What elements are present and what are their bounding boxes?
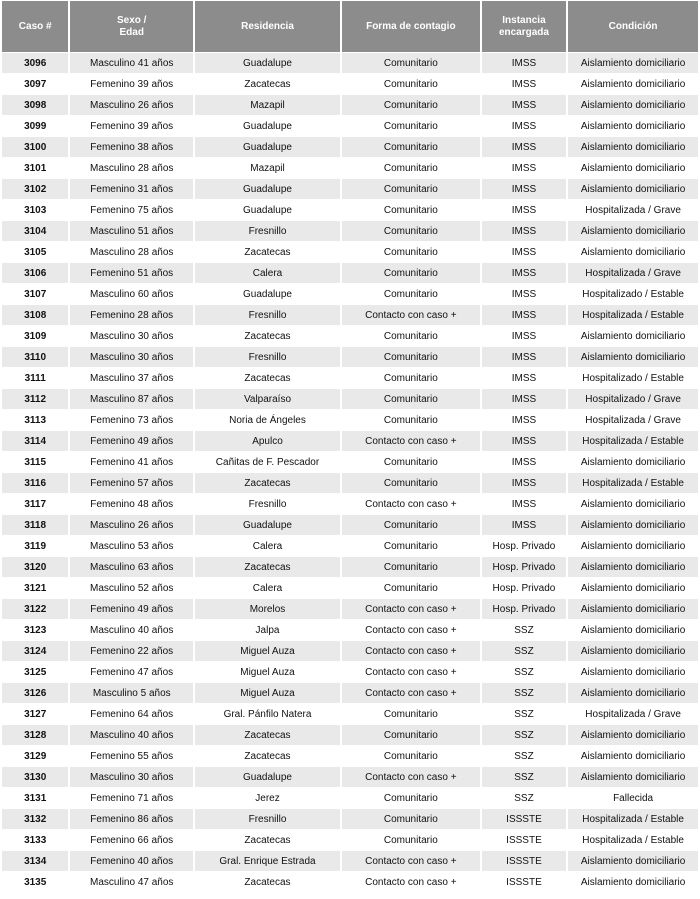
cell-case: 3111 (2, 368, 68, 388)
cell-sex-age: Masculino 26 años (70, 95, 193, 115)
table-row (2, 641, 698, 661)
cell-condition: Aislamiento domiciliario (568, 137, 698, 157)
cell-condition: Aislamiento domiciliario (568, 515, 698, 535)
cell-sex-age: Femenino 31 años (70, 179, 193, 199)
cell-instance: IMSS (482, 431, 566, 451)
cell-instance: SSZ (482, 683, 566, 703)
cell-contagion: Contacto con caso + (342, 872, 480, 892)
cell-instance: IMSS (482, 515, 566, 535)
cell-case: 3129 (2, 746, 68, 766)
cell-sex-age: Femenino 66 años (70, 830, 193, 850)
header-instance (482, 1, 566, 52)
cell-sex-age: Femenino 86 años (70, 809, 193, 829)
header-row (2, 1, 698, 52)
cell-case: 3097 (2, 74, 68, 94)
cell-case: 3107 (2, 284, 68, 304)
header-sex-age-line1: Sexo / (116, 14, 147, 26)
cell-contagion: Contacto con caso + (342, 620, 480, 640)
cell-case: 3123 (2, 620, 68, 640)
cell-condition: Hospitalizada / Estable (568, 809, 698, 829)
cell-contagion: Comunitario (342, 515, 480, 535)
cell-residence: Zacatecas (195, 725, 340, 745)
cell-contagion: Comunitario (342, 473, 480, 493)
cell-sex-age: Femenino 39 años (70, 74, 193, 94)
cell-contagion: Comunitario (342, 536, 480, 556)
cell-sex-age: Masculino 30 años (70, 347, 193, 367)
cell-condition: Aislamiento domiciliario (568, 872, 698, 892)
cell-sex-age: Masculino 5 años (70, 683, 193, 703)
cell-case: 3118 (2, 515, 68, 535)
cell-contagion: Comunitario (342, 200, 480, 220)
cell-condition: Aislamiento domiciliario (568, 53, 698, 73)
header-contagion: Forma de contagio (342, 1, 480, 52)
cell-instance: IMSS (482, 263, 566, 283)
cell-contagion: Comunitario (342, 725, 480, 745)
table-row (2, 515, 698, 535)
header-sex-age-line2: Edad (119, 26, 144, 38)
cell-sex-age: Femenino 64 años (70, 704, 193, 724)
cell-contagion: Contacto con caso + (342, 662, 480, 682)
header-condition: Condición (568, 1, 698, 52)
cell-case: 3121 (2, 578, 68, 598)
cell-case: 3096 (2, 53, 68, 73)
cell-case: 3100 (2, 137, 68, 157)
cell-contagion: Comunitario (342, 704, 480, 724)
cell-sex-age: Femenino 38 años (70, 137, 193, 157)
cell-case: 3116 (2, 473, 68, 493)
cell-instance: Hosp. Privado (482, 599, 566, 619)
cell-condition: Hospitalizada / Grave (568, 410, 698, 430)
cell-case: 3125 (2, 662, 68, 682)
cell-condition: Hospitalizado / Grave (568, 389, 698, 409)
cell-contagion: Contacto con caso + (342, 431, 480, 451)
cell-condition: Hospitalizada / Estable (568, 431, 698, 451)
cell-instance: IMSS (482, 74, 566, 94)
cell-case: 3114 (2, 431, 68, 451)
cell-condition: Hospitalizado / Estable (568, 284, 698, 304)
table-row (2, 662, 698, 682)
cell-sex-age: Masculino 53 años (70, 536, 193, 556)
cell-contagion: Comunitario (342, 179, 480, 199)
cell-sex-age: Femenino 49 años (70, 599, 193, 619)
table-row (2, 767, 698, 787)
cell-contagion: Comunitario (342, 746, 480, 766)
cell-residence: Apulco (195, 431, 340, 451)
cell-sex-age: Femenino 40 años (70, 851, 193, 871)
table-row (2, 431, 698, 451)
cell-sex-age: Masculino 52 años (70, 578, 193, 598)
cell-instance: IMSS (482, 221, 566, 241)
cell-sex-age: Femenino 47 años (70, 662, 193, 682)
table-row (2, 473, 698, 493)
cell-instance: IMSS (482, 389, 566, 409)
table-row (2, 74, 698, 94)
cell-residence: Guadalupe (195, 116, 340, 136)
cell-instance: Hosp. Privado (482, 557, 566, 577)
table-row (2, 200, 698, 220)
table-row (2, 53, 698, 73)
cell-case: 3113 (2, 410, 68, 430)
cell-sex-age: Femenino 71 años (70, 788, 193, 808)
cell-condition: Aislamiento domiciliario (568, 179, 698, 199)
cell-case: 3102 (2, 179, 68, 199)
cell-residence: Jerez (195, 788, 340, 808)
cell-instance: IMSS (482, 116, 566, 136)
table-row (2, 599, 698, 619)
cell-case: 3122 (2, 599, 68, 619)
cell-contagion: Comunitario (342, 788, 480, 808)
cell-instance: SSZ (482, 725, 566, 745)
cell-contagion: Contacto con caso + (342, 641, 480, 661)
cell-contagion: Comunitario (342, 326, 480, 346)
cell-sex-age: Masculino 26 años (70, 515, 193, 535)
table-row (2, 578, 698, 598)
cell-condition: Aislamiento domiciliario (568, 494, 698, 514)
cell-case: 3104 (2, 221, 68, 241)
cell-residence: Guadalupe (195, 515, 340, 535)
cell-instance: ISSSTE (482, 809, 566, 829)
cell-residence: Zacatecas (195, 872, 340, 892)
cell-case: 3128 (2, 725, 68, 745)
cell-sex-age: Masculino 30 años (70, 326, 193, 346)
cell-case: 3130 (2, 767, 68, 787)
cell-instance: IMSS (482, 284, 566, 304)
cell-instance: SSZ (482, 620, 566, 640)
cell-sex-age: Femenino 28 años (70, 305, 193, 325)
cell-residence: Morelos (195, 599, 340, 619)
cell-contagion: Comunitario (342, 158, 480, 178)
cell-instance: Hosp. Privado (482, 536, 566, 556)
cell-sex-age: Masculino 41 años (70, 53, 193, 73)
cell-residence: Guadalupe (195, 137, 340, 157)
cell-sex-age: Femenino 51 años (70, 263, 193, 283)
cell-residence: Calera (195, 263, 340, 283)
cell-residence: Zacatecas (195, 368, 340, 388)
cell-condition: Aislamiento domiciliario (568, 557, 698, 577)
cell-condition: Aislamiento domiciliario (568, 599, 698, 619)
cell-contagion: Comunitario (342, 74, 480, 94)
cell-case: 3119 (2, 536, 68, 556)
header-sex-age (70, 1, 193, 52)
cell-contagion: Comunitario (342, 95, 480, 115)
cell-condition: Aislamiento domiciliario (568, 725, 698, 745)
cell-residence: Guadalupe (195, 53, 340, 73)
cell-instance: IMSS (482, 158, 566, 178)
cell-case: 3109 (2, 326, 68, 346)
cell-condition: Fallecida (568, 788, 698, 808)
table-row (2, 410, 698, 430)
table-row (2, 494, 698, 514)
table-row (2, 725, 698, 745)
cell-instance: IMSS (482, 473, 566, 493)
cell-case: 3106 (2, 263, 68, 283)
cell-instance: SSZ (482, 704, 566, 724)
cell-case: 3117 (2, 494, 68, 514)
cell-residence: Guadalupe (195, 767, 340, 787)
cell-residence: Miguel Auza (195, 641, 340, 661)
cell-sex-age: Masculino 51 años (70, 221, 193, 241)
cell-contagion: Comunitario (342, 452, 480, 472)
cell-sex-age: Masculino 40 años (70, 725, 193, 745)
table-row (2, 557, 698, 577)
cell-case: 3120 (2, 557, 68, 577)
cell-residence: Fresnillo (195, 305, 340, 325)
table-row (2, 95, 698, 115)
cell-instance: IMSS (482, 95, 566, 115)
table-row (2, 851, 698, 871)
cell-condition: Aislamiento domiciliario (568, 851, 698, 871)
cell-case: 3101 (2, 158, 68, 178)
header-case: Caso # (2, 1, 68, 52)
cell-contagion: Comunitario (342, 116, 480, 136)
cell-instance: IMSS (482, 347, 566, 367)
cell-residence: Zacatecas (195, 473, 340, 493)
table-row (2, 221, 698, 241)
cell-contagion: Comunitario (342, 347, 480, 367)
cell-residence: Calera (195, 578, 340, 598)
cell-residence: Zacatecas (195, 830, 340, 850)
cell-sex-age: Masculino 63 años (70, 557, 193, 577)
cell-condition: Aislamiento domiciliario (568, 536, 698, 556)
cell-case: 3126 (2, 683, 68, 703)
cell-contagion: Comunitario (342, 410, 480, 430)
cell-case: 3098 (2, 95, 68, 115)
cell-sex-age: Masculino 60 años (70, 284, 193, 304)
table-row (2, 704, 698, 724)
cell-condition: Hospitalizada / Grave (568, 263, 698, 283)
cell-residence: Guadalupe (195, 179, 340, 199)
cell-condition: Aislamiento domiciliario (568, 116, 698, 136)
cell-condition: Hospitalizada / Estable (568, 305, 698, 325)
cell-instance: IMSS (482, 53, 566, 73)
cell-sex-age: Masculino 30 años (70, 767, 193, 787)
table-row (2, 872, 698, 892)
cell-condition: Aislamiento domiciliario (568, 221, 698, 241)
cell-instance: IMSS (482, 200, 566, 220)
cell-case: 3103 (2, 200, 68, 220)
cell-residence: Mazapil (195, 158, 340, 178)
cell-case: 3132 (2, 809, 68, 829)
header-instance-line2: encargada (498, 26, 549, 38)
cell-instance: ISSSTE (482, 830, 566, 850)
table-body (2, 53, 698, 892)
cell-contagion: Contacto con caso + (342, 599, 480, 619)
cell-contagion: Comunitario (342, 242, 480, 262)
cell-condition: Aislamiento domiciliario (568, 641, 698, 661)
cell-residence: Zacatecas (195, 326, 340, 346)
cell-condition: Hospitalizada / Grave (568, 704, 698, 724)
table-row (2, 830, 698, 850)
cell-case: 3110 (2, 347, 68, 367)
table-row (2, 389, 698, 409)
cell-case: 3115 (2, 452, 68, 472)
cell-residence: Mazapil (195, 95, 340, 115)
table-row (2, 284, 698, 304)
cell-condition: Aislamiento domiciliario (568, 158, 698, 178)
cell-residence: Gral. Enrique Estrada (195, 851, 340, 871)
table-row (2, 179, 698, 199)
cell-instance: IMSS (482, 494, 566, 514)
cell-instance: IMSS (482, 452, 566, 472)
cell-sex-age: Femenino 75 años (70, 200, 193, 220)
cell-condition: Aislamiento domiciliario (568, 683, 698, 703)
cell-sex-age: Femenino 57 años (70, 473, 193, 493)
table-row (2, 452, 698, 472)
cell-residence: Jalpa (195, 620, 340, 640)
cell-contagion: Comunitario (342, 368, 480, 388)
cell-contagion: Comunitario (342, 557, 480, 577)
cell-instance: SSZ (482, 662, 566, 682)
cell-contagion: Contacto con caso + (342, 851, 480, 871)
cell-condition: Hospitalizado / Estable (568, 368, 698, 388)
cell-contagion: Comunitario (342, 284, 480, 304)
cell-contagion: Contacto con caso + (342, 683, 480, 703)
cell-contagion: Contacto con caso + (342, 494, 480, 514)
cell-condition: Hospitalizada / Estable (568, 830, 698, 850)
cell-instance: IMSS (482, 242, 566, 262)
cell-instance: Hosp. Privado (482, 578, 566, 598)
cell-case: 3127 (2, 704, 68, 724)
cell-condition: Aislamiento domiciliario (568, 95, 698, 115)
cell-instance: SSZ (482, 746, 566, 766)
cell-case: 3124 (2, 641, 68, 661)
table-row (2, 242, 698, 262)
cell-sex-age: Femenino 22 años (70, 641, 193, 661)
cell-residence: Zacatecas (195, 74, 340, 94)
cell-case: 3099 (2, 116, 68, 136)
cell-instance: IMSS (482, 368, 566, 388)
table-row (2, 788, 698, 808)
cell-residence: Fresnillo (195, 809, 340, 829)
cell-sex-age: Masculino 87 años (70, 389, 193, 409)
cell-residence: Zacatecas (195, 242, 340, 262)
cell-sex-age: Femenino 39 años (70, 116, 193, 136)
cell-case: 3105 (2, 242, 68, 262)
cell-condition: Aislamiento domiciliario (568, 74, 698, 94)
cell-contagion: Comunitario (342, 389, 480, 409)
cell-residence: Guadalupe (195, 200, 340, 220)
table-row (2, 116, 698, 136)
cell-condition: Hospitalizada / Grave (568, 200, 698, 220)
cell-residence: Miguel Auza (195, 662, 340, 682)
cell-condition: Aislamiento domiciliario (568, 662, 698, 682)
cell-residence: Fresnillo (195, 494, 340, 514)
cell-sex-age: Masculino 47 años (70, 872, 193, 892)
cell-condition: Hospitalizada / Estable (568, 473, 698, 493)
table-header (2, 1, 698, 52)
table-row (2, 137, 698, 157)
table-row (2, 347, 698, 367)
cell-sex-age: Femenino 49 años (70, 431, 193, 451)
cell-instance: IMSS (482, 305, 566, 325)
cell-condition: Aislamiento domiciliario (568, 326, 698, 346)
cell-condition: Aislamiento domiciliario (568, 620, 698, 640)
table-row (2, 809, 698, 829)
cell-residence: Valparaíso (195, 389, 340, 409)
cell-residence: Fresnillo (195, 347, 340, 367)
cell-condition: Aislamiento domiciliario (568, 746, 698, 766)
cell-residence: Zacatecas (195, 557, 340, 577)
cell-contagion: Comunitario (342, 221, 480, 241)
cell-residence: Calera (195, 536, 340, 556)
cell-case: 3131 (2, 788, 68, 808)
cell-residence: Miguel Auza (195, 683, 340, 703)
table-row (2, 620, 698, 640)
cell-instance: IMSS (482, 326, 566, 346)
table-row (2, 305, 698, 325)
cell-residence: Cañitas de F. Pescador (195, 452, 340, 472)
cell-instance: IMSS (482, 179, 566, 199)
cell-sex-age: Masculino 28 años (70, 158, 193, 178)
cell-sex-age: Femenino 41 años (70, 452, 193, 472)
cell-instance: ISSSTE (482, 851, 566, 871)
cell-case: 3134 (2, 851, 68, 871)
cell-case: 3133 (2, 830, 68, 850)
table-row (2, 326, 698, 346)
cell-instance: IMSS (482, 410, 566, 430)
table-row (2, 536, 698, 556)
table-row (2, 368, 698, 388)
table-row (2, 263, 698, 283)
cell-residence: Zacatecas (195, 746, 340, 766)
cell-contagion: Contacto con caso + (342, 767, 480, 787)
cell-instance: SSZ (482, 641, 566, 661)
cell-condition: Aislamiento domiciliario (568, 452, 698, 472)
cell-residence: Gral. Pánfilo Natera (195, 704, 340, 724)
header-residence: Residencia (195, 1, 340, 52)
cell-sex-age: Masculino 37 años (70, 368, 193, 388)
table-row (2, 683, 698, 703)
cell-sex-age: Femenino 55 años (70, 746, 193, 766)
cell-contagion: Contacto con caso + (342, 305, 480, 325)
cell-instance: SSZ (482, 767, 566, 787)
cell-condition: Aislamiento domiciliario (568, 347, 698, 367)
cell-residence: Guadalupe (195, 284, 340, 304)
cell-case: 3112 (2, 389, 68, 409)
cell-contagion: Comunitario (342, 578, 480, 598)
cell-condition: Aislamiento domiciliario (568, 242, 698, 262)
cell-instance: SSZ (482, 788, 566, 808)
cell-contagion: Comunitario (342, 809, 480, 829)
cell-contagion: Comunitario (342, 137, 480, 157)
cell-sex-age: Masculino 40 años (70, 620, 193, 640)
cell-sex-age: Masculino 28 años (70, 242, 193, 262)
cell-instance: IMSS (482, 137, 566, 157)
cell-case: 3108 (2, 305, 68, 325)
cell-instance: ISSSTE (482, 872, 566, 892)
cell-residence: Noria de Ángeles (195, 410, 340, 430)
header-instance-line1: Instancia (502, 14, 546, 26)
cell-case: 3135 (2, 872, 68, 892)
cell-contagion: Comunitario (342, 263, 480, 283)
cell-condition: Aislamiento domiciliario (568, 578, 698, 598)
cell-sex-age: Femenino 48 años (70, 494, 193, 514)
table-row (2, 746, 698, 766)
cell-contagion: Comunitario (342, 53, 480, 73)
table-row (2, 158, 698, 178)
cell-condition: Aislamiento domiciliario (568, 767, 698, 787)
cell-contagion: Comunitario (342, 830, 480, 850)
cell-sex-age: Femenino 73 años (70, 410, 193, 430)
cell-residence: Fresnillo (195, 221, 340, 241)
